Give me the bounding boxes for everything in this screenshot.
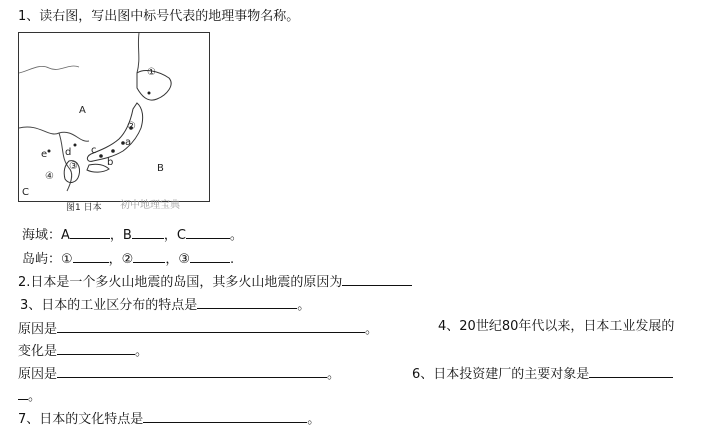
map-label-4: ④ xyxy=(45,171,54,182)
question-6-end: 。 xyxy=(28,389,42,404)
city-dot xyxy=(48,150,51,153)
question-3-end: 。 xyxy=(297,298,311,313)
blank-q4-reason[interactable] xyxy=(57,363,327,378)
island-sep1: ，② xyxy=(108,252,134,267)
japan-map xyxy=(18,32,210,202)
question-2 xyxy=(18,271,412,292)
question-7 xyxy=(18,408,320,429)
island-sep2: ，③ xyxy=(165,252,190,267)
question-2-text: 2.日本是一个多火山地震的岛国，其多火山地震的原因为 xyxy=(18,275,343,290)
map-label-B: B xyxy=(157,163,164,174)
city-dot xyxy=(74,144,77,147)
island-prefix: 岛屿：① xyxy=(22,252,73,267)
question-4: 4、20世纪80年代以来，日本工业发展的 xyxy=(438,319,675,334)
question-4-text2: 变化是 xyxy=(18,344,58,359)
watermark: 初中地理宝典 xyxy=(120,200,180,211)
blank-sea-B[interactable] xyxy=(132,224,164,239)
city-dot xyxy=(111,149,115,153)
question-6 xyxy=(412,363,673,384)
blank-q4[interactable] xyxy=(57,340,135,355)
blank-q7[interactable] xyxy=(143,408,307,423)
question-4-end: 。 xyxy=(135,344,149,359)
question-6-text: 6、日本投资建厂的主要对象是 xyxy=(412,367,590,382)
map-label-3: ③ xyxy=(69,161,78,172)
question-4-reason-label: 原因是 xyxy=(18,367,58,382)
blank-q3-reason[interactable] xyxy=(57,318,365,333)
blank-island-1[interactable] xyxy=(73,248,109,263)
blank-sea-A[interactable] xyxy=(70,224,110,239)
map-caption: 图1 日本 xyxy=(66,203,102,213)
shikoku-outline xyxy=(87,164,109,172)
question-3-reason xyxy=(18,318,378,339)
map-label-c: c xyxy=(91,145,97,156)
question-3-reason-end: 。 xyxy=(365,322,379,337)
sea-prefix: 海域：A xyxy=(22,228,70,243)
map-label-b: b xyxy=(107,157,114,168)
blank-island-3[interactable] xyxy=(190,248,230,263)
map-label-C: C xyxy=(22,187,29,198)
question-1-title: 1、读右图，写出图中标号代表的地理事物名称。 xyxy=(18,9,300,24)
question-6-wrap xyxy=(18,385,41,406)
blank-q6[interactable] xyxy=(589,363,673,378)
question-4-reason xyxy=(18,363,340,384)
city-dot xyxy=(99,154,103,158)
map-label-2: ② xyxy=(127,121,136,132)
question-3-text: 3、日本的工业区分布的特点是 xyxy=(20,298,198,313)
blank-q3[interactable] xyxy=(197,294,297,309)
question-7-end: 。 xyxy=(307,412,321,427)
sea-line xyxy=(22,224,243,245)
sea-sep1: ，B xyxy=(109,228,132,243)
question-3-reason-label: 原因是 xyxy=(18,322,58,337)
japan-map-drawing xyxy=(19,33,209,201)
question-4-change xyxy=(18,340,148,361)
map-label-e: e xyxy=(41,149,48,160)
city-dot xyxy=(148,92,151,95)
map-label-A: A xyxy=(79,105,86,116)
sea-end: 。 xyxy=(229,228,243,243)
sakhalin-coast xyxy=(137,33,139,73)
blank-sea-C[interactable] xyxy=(186,224,230,239)
map-label-a: a xyxy=(125,137,132,148)
mainland-border xyxy=(19,66,79,73)
island-line xyxy=(22,248,234,269)
question-3 xyxy=(20,294,310,315)
mainland-coast xyxy=(19,127,89,141)
blank-q2[interactable] xyxy=(342,271,412,286)
sea-sep2: ，C xyxy=(163,228,186,243)
map-label-1: ① xyxy=(147,67,156,78)
map-label-d: d xyxy=(65,147,72,158)
island-end: . xyxy=(229,252,235,267)
blank-island-2[interactable] xyxy=(133,248,165,263)
question-4-reason-end: 。 xyxy=(327,367,341,382)
question-7-text: 7、日本的文化特点是 xyxy=(18,412,144,427)
blank-q6-cont[interactable] xyxy=(18,385,28,400)
